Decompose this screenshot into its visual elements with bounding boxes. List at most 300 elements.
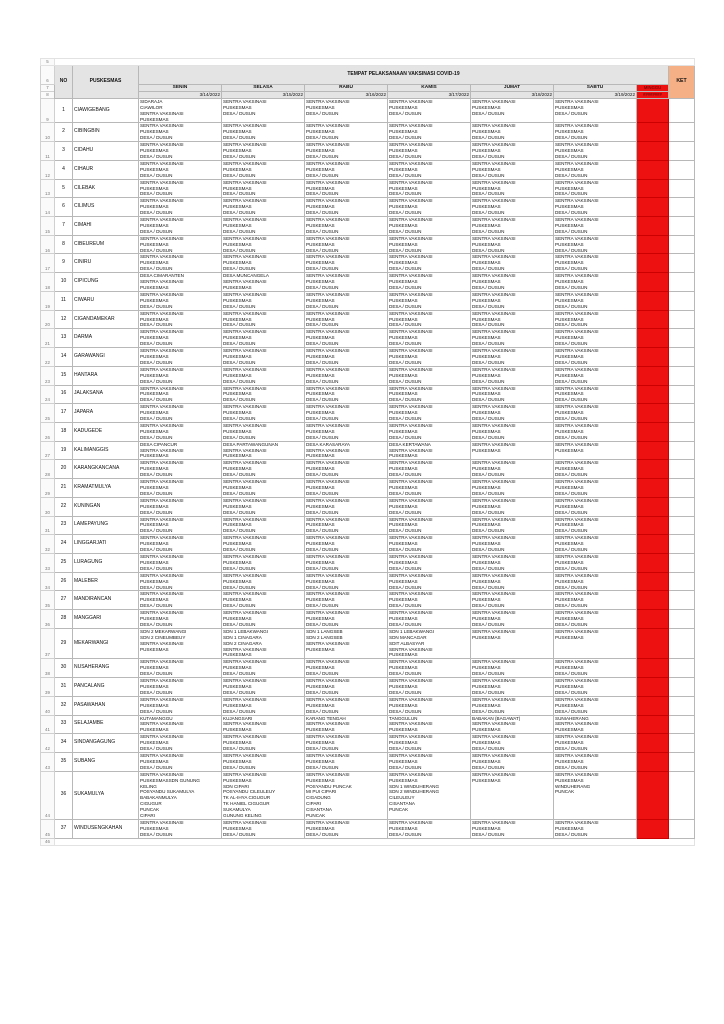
puskesmas-name[interactable]: CIAWIGEBANG bbox=[73, 98, 139, 123]
schedule-cell-kamis[interactable]: SENTRA VAKSINASI PUSKESMAS DESA / DUSUN bbox=[388, 479, 471, 498]
schedule-cell-senin[interactable]: KUTAMANGGU SENTRA VAKSINASI PUSKESMAS bbox=[139, 715, 222, 734]
schedule-cell-senin[interactable]: SENTRA VAKSINASI PUSKESMAS DESA / DUSUN bbox=[139, 422, 222, 441]
schedule-cell-selasa[interactable]: SENTRA VAKSINASI PUSKESMAS DESA / DUSUN bbox=[222, 497, 305, 516]
schedule-cell-sabtu[interactable]: SENTRA VAKSINASI PUSKESMAS DESA / DUSUN bbox=[554, 366, 637, 385]
minggu-cell[interactable] bbox=[637, 516, 669, 535]
schedule-cell-senin[interactable]: SENTRA VAKSINASI PUSKESMAS DESA / DUSUN bbox=[139, 198, 222, 217]
minggu-cell[interactable] bbox=[637, 460, 669, 479]
row-no[interactable]: 9 bbox=[55, 254, 73, 273]
row-no[interactable]: 25 bbox=[55, 553, 73, 572]
schedule-cell-sabtu[interactable]: SENTRA VAKSINASI PUSKESMAS DESA / DUSUN bbox=[554, 310, 637, 329]
day-header-rabu[interactable]: RABU bbox=[305, 85, 388, 92]
schedule-cell-kamis[interactable]: SENTRA VAKSINASI PUSKESMAS DESA / DUSUN bbox=[388, 734, 471, 753]
row-no[interactable]: 14 bbox=[55, 348, 73, 367]
schedule-cell-senin[interactable]: SENTRA VAKSINASI PUSKESMAS DESA / DUSUN bbox=[139, 497, 222, 516]
schedule-cell-selasa[interactable]: SENTRA VAKSINASI PUSKESMAS DESA / DUSUN bbox=[222, 678, 305, 697]
ket-cell[interactable] bbox=[669, 348, 695, 367]
puskesmas-name[interactable]: PANCALANG bbox=[73, 678, 139, 697]
schedule-cell-rabu[interactable]: SENTRA VAKSINASI PUSKESMAS DESA / DUSUN bbox=[305, 273, 388, 292]
schedule-cell-senin[interactable]: SENTRA VAKSINASI PUSKESMAS DESA / DUSUN bbox=[139, 348, 222, 367]
puskesmas-name[interactable]: CINIRU bbox=[73, 254, 139, 273]
schedule-cell-rabu[interactable]: SENTRA VAKSINASI PUSKESMAS DESA / DUSUN bbox=[305, 535, 388, 554]
schedule-cell-selasa[interactable]: SENTRA VAKSINASI PUSKESMAS DESA / DUSUN bbox=[222, 254, 305, 273]
schedule-cell-rabu[interactable]: SENTRA VAKSINASI PUSKESMAS DESA / DUSUN bbox=[305, 516, 388, 535]
schedule-cell-kamis[interactable]: SENTRA VAKSINASI PUSKESMAS DESA / DUSUN bbox=[388, 348, 471, 367]
blank-cell[interactable] bbox=[55, 59, 695, 66]
schedule-cell-jumat[interactable]: SENTRA VAKSINASI PUSKESMAS DESA / DUSUN bbox=[471, 291, 554, 310]
row-no[interactable]: 27 bbox=[55, 591, 73, 610]
row-no[interactable]: 2 bbox=[55, 123, 73, 142]
minggu-cell[interactable] bbox=[637, 591, 669, 610]
schedule-cell-sabtu[interactable]: SENTRA VAKSINASI PUSKESMAS DESA / DUSUN bbox=[554, 160, 637, 179]
row-no[interactable]: 15 bbox=[55, 366, 73, 385]
row-number[interactable]: 32 bbox=[41, 535, 55, 554]
row-number[interactable]: 10 bbox=[41, 123, 55, 142]
puskesmas-name[interactable]: LAMEPAYUNG bbox=[73, 516, 139, 535]
row-number[interactable]: 25 bbox=[41, 404, 55, 423]
row-number[interactable]: 34 bbox=[41, 572, 55, 591]
minggu-cell[interactable] bbox=[637, 273, 669, 292]
minggu-cell[interactable] bbox=[637, 404, 669, 423]
schedule-cell-kamis[interactable]: SENTRA VAKSINASI PUSKESMAS DESA / DUSUN bbox=[388, 329, 471, 348]
schedule-cell-kamis[interactable]: SENTRA VAKSINASI PUSKESMAS DESA / DUSUN bbox=[388, 273, 471, 292]
row-no[interactable]: 6 bbox=[55, 198, 73, 217]
row-number[interactable]: 8 bbox=[41, 91, 55, 98]
ket-cell[interactable] bbox=[669, 572, 695, 591]
schedule-cell-jumat[interactable]: SENTRA VAKSINASI PUSKESMAS DESA / DUSUN bbox=[471, 142, 554, 161]
schedule-cell-jumat[interactable]: SENTRA VAKSINASI PUSKESMAS bbox=[471, 771, 554, 819]
schedule-cell-sabtu[interactable]: SENTRA VAKSINASI PUSKESMAS DESA / DUSUN bbox=[554, 516, 637, 535]
schedule-cell-sabtu[interactable]: SENTRA VAKSINASI PUSKESMAS DESA / DUSUN bbox=[554, 404, 637, 423]
schedule-cell-rabu[interactable]: SENTRA VAKSINASI PUSKESMAS DESA / DUSUN bbox=[305, 98, 388, 123]
schedule-cell-sabtu[interactable]: SENTRA VAKSINASI PUSKESMAS DESA / DUSUN bbox=[554, 591, 637, 610]
day-header-jumat[interactable]: JUMAT bbox=[471, 85, 554, 92]
row-number[interactable]: 37 bbox=[41, 628, 55, 659]
schedule-cell-sabtu[interactable]: SENTRA VAKSINASI PUSKESMAS DESA / DUSUN bbox=[554, 235, 637, 254]
schedule-cell-kamis[interactable]: SENTRA VAKSINASI PUSKESMAS DESA / DUSUN bbox=[388, 752, 471, 771]
schedule-cell-selasa[interactable]: SENTRA VAKSINASI PUSKESMAS DESA / DUSUN bbox=[222, 572, 305, 591]
ket-cell[interactable] bbox=[669, 385, 695, 404]
schedule-cell-selasa[interactable]: SENTRA VAKSINASI PUSKESMAS SDN CIPARI POSYANDU CILEULEUY TK AL-IHYA CIGUGUR TK HANIEL CIGUGUR SUKAMULYA GUNUNG KELING bbox=[222, 771, 305, 819]
schedule-cell-kamis[interactable]: SENTRA VAKSINASI PUSKESMAS DESA / DUSUN bbox=[388, 535, 471, 554]
row-number[interactable]: 29 bbox=[41, 479, 55, 498]
schedule-cell-sabtu[interactable]: SENTRA VAKSINASI PUSKESMAS DESA / DUSUN bbox=[554, 142, 637, 161]
minggu-cell[interactable] bbox=[637, 497, 669, 516]
ket-cell[interactable] bbox=[669, 254, 695, 273]
schedule-cell-sabtu[interactable]: SENTRA VAKSINASI PUSKESMAS DESA / DUSUN bbox=[554, 553, 637, 572]
schedule-cell-selasa[interactable]: DESA MUNCANGELA SENTRA VAKSINASI PUSKESMAS bbox=[222, 273, 305, 292]
schedule-cell-sabtu[interactable]: SENTRA VAKSINASI PUSKESMAS DESA / DUSUN bbox=[554, 819, 637, 838]
schedule-cell-jumat[interactable]: SENTRA VAKSINASI PUSKESMAS DESA / DUSUN bbox=[471, 422, 554, 441]
schedule-cell-rabu[interactable]: SENTRA VAKSINASI PUSKESMAS DESA / DUSUN bbox=[305, 422, 388, 441]
schedule-cell-rabu[interactable]: SENTRA VAKSINASI PUSKESMAS DESA / DUSUN bbox=[305, 460, 388, 479]
puskesmas-name[interactable]: CIWARU bbox=[73, 291, 139, 310]
schedule-cell-jumat[interactable]: SENTRA VAKSINASI PUSKESMAS DESA / DUSUN bbox=[471, 572, 554, 591]
ket-cell[interactable] bbox=[669, 422, 695, 441]
row-no[interactable]: 37 bbox=[55, 819, 73, 838]
row-number[interactable]: 40 bbox=[41, 696, 55, 715]
schedule-cell-selasa[interactable]: SENTRA VAKSINASI PUSKESMAS DESA / DUSUN bbox=[222, 291, 305, 310]
ket-cell[interactable] bbox=[669, 404, 695, 423]
schedule-cell-senin[interactable]: SENTRA VAKSINASI PUSKESMAS DESA / DUSUN bbox=[139, 123, 222, 142]
minggu-cell[interactable] bbox=[637, 479, 669, 498]
schedule-cell-senin[interactable]: SENTRA VAKSINASI PUSKESMAS DESA / DUSUN bbox=[139, 310, 222, 329]
schedule-cell-selasa[interactable]: KUJANGSARI SENTRA VAKSINASI PUSKESMAS bbox=[222, 715, 305, 734]
schedule-cell-sabtu[interactable]: SENTRA VAKSINASI PUSKESMAS DESA / DUSUN bbox=[554, 497, 637, 516]
row-number[interactable]: 39 bbox=[41, 678, 55, 697]
row-number[interactable]: 31 bbox=[41, 516, 55, 535]
row-number[interactable]: 44 bbox=[41, 771, 55, 819]
schedule-cell-senin[interactable]: SENTRA VAKSINASI PUSKESMAS DESA / DUSUN bbox=[139, 752, 222, 771]
schedule-cell-selasa[interactable]: SENTRA VAKSINASI PUSKESMAS DESA / DUSUN bbox=[222, 123, 305, 142]
schedule-cell-senin[interactable]: SENTRA VAKSINASI PUSKESMAS DESA / DUSUN bbox=[139, 179, 222, 198]
schedule-cell-selasa[interactable]: SENTRA VAKSINASI PUSKESMAS DESA / DUSUN bbox=[222, 160, 305, 179]
row-number[interactable]: 18 bbox=[41, 273, 55, 292]
schedule-cell-senin[interactable]: SENTRA VAKSINASI PUSKESMAS DESA / DUSUN bbox=[139, 479, 222, 498]
row-number[interactable]: 21 bbox=[41, 329, 55, 348]
schedule-cell-rabu[interactable]: SENTRA VAKSINASI PUSKESMAS DESA / DUSUN bbox=[305, 366, 388, 385]
ket-cell[interactable] bbox=[669, 310, 695, 329]
ket-cell[interactable] bbox=[669, 516, 695, 535]
minggu-cell[interactable] bbox=[637, 348, 669, 367]
schedule-cell-jumat[interactable]: SENTRA VAKSINASI PUSKESMAS DESA / DUSUN bbox=[471, 235, 554, 254]
puskesmas-name[interactable]: HANTARA bbox=[73, 366, 139, 385]
schedule-cell-senin[interactable]: SENTRA VAKSINASI PUSKESMAS DESA / DUSUN bbox=[139, 659, 222, 678]
schedule-cell-rabu[interactable]: SENTRA VAKSINASI PUSKESMAS DESA / DUSUN bbox=[305, 385, 388, 404]
ket-cell[interactable] bbox=[669, 479, 695, 498]
schedule-cell-jumat[interactable]: SENTRA VAKSINASI PUSKESMAS DESA / DUSUN bbox=[471, 329, 554, 348]
schedule-cell-kamis[interactable]: SENTRA VAKSINASI PUSKESMAS DESA / DUSUN bbox=[388, 366, 471, 385]
schedule-cell-senin[interactable]: SENTRA VAKSINASI PUSKESMAS DESA / DUSUN bbox=[139, 404, 222, 423]
schedule-cell-kamis[interactable]: SENTRA VAKSINASI PUSKESMAS DESA / DUSUN bbox=[388, 254, 471, 273]
ket-cell[interactable] bbox=[669, 734, 695, 753]
schedule-cell-jumat[interactable]: SENTRA VAKSINASI PUSKESMAS DESA / DUSUN bbox=[471, 217, 554, 236]
schedule-cell-jumat[interactable]: SENTRA VAKSINASI PUSKESMAS DESA / DUSUN bbox=[471, 553, 554, 572]
row-no[interactable]: 8 bbox=[55, 235, 73, 254]
row-no[interactable]: 21 bbox=[55, 479, 73, 498]
schedule-cell-senin[interactable]: SENTRA VAKSINASI PUSKESMAS DESA / DUSUN bbox=[139, 142, 222, 161]
minggu-cell[interactable] bbox=[637, 98, 669, 123]
schedule-cell-sabtu[interactable]: SENTRA VAKSINASI PUSKESMAS DESA / DUSUN bbox=[554, 734, 637, 753]
schedule-cell-sabtu[interactable]: SENTRA VAKSINASI PUSKESMAS DESA / DUSUN bbox=[554, 535, 637, 554]
schedule-cell-sabtu[interactable]: SENTRA VAKSINASI PUSKESMAS bbox=[554, 441, 637, 460]
schedule-cell-sabtu[interactable]: SENTRA VAKSINASI PUSKESMAS DESA / DUSUN bbox=[554, 479, 637, 498]
ket-cell[interactable] bbox=[669, 771, 695, 819]
row-number[interactable]: 7 bbox=[41, 85, 55, 92]
puskesmas-name[interactable]: DARMA bbox=[73, 329, 139, 348]
schedule-cell-sabtu[interactable]: SENTRA VAKSINASI PUSKESMAS DESA / DUSUN bbox=[554, 678, 637, 697]
schedule-cell-selasa[interactable]: SENTRA VAKSINASI PUSKESMAS DESA / DUSUN bbox=[222, 734, 305, 753]
schedule-cell-senin[interactable]: SENTRA VAKSINASI PUSKESMAS DESA / DUSUN bbox=[139, 254, 222, 273]
schedule-cell-selasa[interactable]: SENTRA VAKSINASI PUSKESMAS DESA / DUSUN bbox=[222, 198, 305, 217]
puskesmas-name[interactable]: CILIMUS bbox=[73, 198, 139, 217]
schedule-cell-kamis[interactable]: SENTRA VAKSINASI PUSKESMAS SDN 1 WINDUHERANG SDN 2 WINDUHERANG CILEULEUY CISANTANA PUNCAK bbox=[388, 771, 471, 819]
row-number[interactable]: 16 bbox=[41, 235, 55, 254]
ket-cell[interactable] bbox=[669, 715, 695, 734]
puskesmas-name[interactable]: KRAMATMULYA bbox=[73, 479, 139, 498]
minggu-cell[interactable] bbox=[637, 628, 669, 659]
schedule-cell-selasa[interactable]: SENTRA VAKSINASI PUSKESMAS DESA / DUSUN bbox=[222, 179, 305, 198]
row-no[interactable]: 11 bbox=[55, 291, 73, 310]
puskesmas-name[interactable]: SINDANGAGUNG bbox=[73, 734, 139, 753]
ket-cell[interactable] bbox=[669, 235, 695, 254]
row-number[interactable]: 30 bbox=[41, 497, 55, 516]
minggu-cell[interactable] bbox=[637, 734, 669, 753]
schedule-cell-rabu[interactable]: SENTRA VAKSINASI PUSKESMAS DESA / DUSUN bbox=[305, 142, 388, 161]
minggu-cell[interactable] bbox=[637, 678, 669, 697]
schedule-cell-rabu[interactable]: SENTRA VAKSINASI PUSKESMAS DESA / DUSUN bbox=[305, 678, 388, 697]
puskesmas-name[interactable]: CIMAHI bbox=[73, 217, 139, 236]
schedule-cell-selasa[interactable]: SENTRA VAKSINASI PUSKESMAS DESA / DUSUN bbox=[222, 659, 305, 678]
minggu-cell[interactable] bbox=[637, 659, 669, 678]
minggu-cell[interactable] bbox=[637, 535, 669, 554]
puskesmas-name[interactable]: PASAWAHAN bbox=[73, 696, 139, 715]
schedule-cell-sabtu[interactable]: SENTRA VAKSINASI PUSKESMAS DESA / DUSUN bbox=[554, 254, 637, 273]
row-number[interactable]: 45 bbox=[41, 819, 55, 838]
schedule-cell-senin[interactable]: SENTRA VAKSINASI PUSKESMAS DESA / DUSUN bbox=[139, 235, 222, 254]
schedule-cell-sabtu[interactable]: SENTRA VAKSINASI PUSKESMAS DESA / DUSUN bbox=[554, 329, 637, 348]
schedule-cell-jumat[interactable]: SENTRA VAKSINASI PUSKESMAS DESA / DUSUN bbox=[471, 678, 554, 697]
schedule-cell-selasa[interactable]: SENTRA VAKSINASI PUSKESMAS DESA / DUSUN bbox=[222, 479, 305, 498]
ket-cell[interactable] bbox=[669, 160, 695, 179]
puskesmas-name[interactable]: LURAGUNG bbox=[73, 553, 139, 572]
row-no[interactable]: 12 bbox=[55, 310, 73, 329]
row-number[interactable]: 22 bbox=[41, 348, 55, 367]
schedule-cell-sabtu[interactable]: SENTRA VAKSINASI PUSKESMAS DESA / DUSUN bbox=[554, 752, 637, 771]
ket-cell[interactable] bbox=[669, 628, 695, 659]
minggu-cell[interactable] bbox=[637, 123, 669, 142]
minggu-cell[interactable] bbox=[637, 254, 669, 273]
ket-cell[interactable] bbox=[669, 123, 695, 142]
row-no[interactable]: 34 bbox=[55, 734, 73, 753]
schedule-cell-senin[interactable]: SDN 2 MEKARWANGI SDN 2 CINEUMBEUY SENTRA VAKSINASI PUSKESMAS bbox=[139, 628, 222, 659]
minggu-cell[interactable] bbox=[637, 696, 669, 715]
schedule-cell-senin[interactable]: SENTRA VAKSINASI PUSKESMAS DESA / DUSUN bbox=[139, 591, 222, 610]
schedule-cell-kamis[interactable]: SENTRA VAKSINASI PUSKESMAS DESA / DUSUN bbox=[388, 678, 471, 697]
row-number[interactable]: 33 bbox=[41, 553, 55, 572]
puskesmas-name[interactable]: SUBANG bbox=[73, 752, 139, 771]
schedule-cell-rabu[interactable]: DESA KARASARAYA SENTRA VAKSINASI PUSKESMAS bbox=[305, 441, 388, 460]
schedule-cell-jumat[interactable]: SENTRA VAKSINASI PUSKESMAS DESA / DUSUN bbox=[471, 273, 554, 292]
row-no[interactable]: 28 bbox=[55, 610, 73, 629]
schedule-cell-senin[interactable]: SIDARAJA CIAWILOR SENTRA VAKSINASI PUSKESMAS bbox=[139, 98, 222, 123]
schedule-cell-senin[interactable]: SENTRA VAKSINASI PUSKESMAS DESA / DUSUN bbox=[139, 366, 222, 385]
day-header-selasa[interactable]: SELASA bbox=[222, 85, 305, 92]
schedule-cell-sabtu[interactable]: SENTRA VAKSINASI PUSKESMAS DESA / DUSUN bbox=[554, 98, 637, 123]
schedule-cell-rabu[interactable]: SENTRA VAKSINASI PUSKESMAS DESA / DUSUN bbox=[305, 752, 388, 771]
schedule-cell-rabu[interactable]: SENTRA VAKSINASI PUSKESMAS DESA / DUSUN bbox=[305, 497, 388, 516]
schedule-cell-senin[interactable]: SENTRA VAKSINASI PUSKESMAS DESA / DUSUN bbox=[139, 696, 222, 715]
row-number[interactable]: 26 bbox=[41, 422, 55, 441]
row-number[interactable]: 38 bbox=[41, 659, 55, 678]
row-number[interactable]: 6 bbox=[41, 66, 55, 85]
schedule-cell-selasa[interactable]: SENTRA VAKSINASI PUSKESMAS DESA / DUSUN bbox=[222, 217, 305, 236]
schedule-cell-rabu[interactable]: SENTRA VAKSINASI PUSKESMAS DESA / DUSUN bbox=[305, 819, 388, 838]
row-no[interactable]: 29 bbox=[55, 628, 73, 659]
schedule-cell-rabu[interactable]: SENTRA VAKSINASI PUSKESMAS DESA / DUSUN bbox=[305, 659, 388, 678]
minggu-cell[interactable] bbox=[637, 572, 669, 591]
schedule-cell-selasa[interactable]: SENTRA VAKSINASI PUSKESMAS DESA / DUSUN bbox=[222, 460, 305, 479]
ket-cell[interactable] bbox=[669, 441, 695, 460]
schedule-cell-jumat[interactable]: SENTRA VAKSINASI PUSKESMAS DESA / DUSUN bbox=[471, 198, 554, 217]
schedule-cell-kamis[interactable]: SENTRA VAKSINASI PUSKESMAS DESA / DUSUN bbox=[388, 591, 471, 610]
schedule-cell-jumat[interactable]: SENTRA VAKSINASI PUSKESMAS DESA / DUSUN bbox=[471, 734, 554, 753]
row-no[interactable]: 10 bbox=[55, 273, 73, 292]
title-header[interactable]: TEMPAT PELAKSANAAN VAKSINASI COVID-19 bbox=[139, 66, 669, 85]
schedule-cell-kamis[interactable]: SENTRA VAKSINASI PUSKESMAS DESA / DUSUN bbox=[388, 198, 471, 217]
schedule-cell-jumat[interactable]: SENTRA VAKSINASI PUSKESMAS DESA / DUSUN bbox=[471, 123, 554, 142]
row-no[interactable]: 32 bbox=[55, 696, 73, 715]
schedule-cell-senin[interactable]: DESA CIPANCUR SENTRA VAKSINASI PUSKESMAS bbox=[139, 441, 222, 460]
ket-cell[interactable] bbox=[669, 179, 695, 198]
schedule-cell-senin[interactable]: SENTRA VAKSINASI PUSKESMASSDN GUNUNG KELING POSYANDU SUKAMULYA BABAKANMULYA CIGUGUR PUNCAK CIPARI bbox=[139, 771, 222, 819]
minggu-cell[interactable] bbox=[637, 441, 669, 460]
ket-cell[interactable] bbox=[669, 659, 695, 678]
schedule-cell-selasa[interactable]: SENTRA VAKSINASI PUSKESMAS DESA / DUSUN bbox=[222, 535, 305, 554]
schedule-cell-selasa[interactable]: SENTRA VAKSINASI PUSKESMAS DESA / DUSUN bbox=[222, 142, 305, 161]
ket-cell[interactable] bbox=[669, 678, 695, 697]
puskesmas-name[interactable]: SUKAMULYA bbox=[73, 771, 139, 819]
schedule-cell-senin[interactable]: SENTRA VAKSINASI PUSKESMAS DESA / DUSUN bbox=[139, 329, 222, 348]
schedule-cell-selasa[interactable]: SENTRA VAKSINASI PUSKESMAS DESA / DUSUN bbox=[222, 819, 305, 838]
row-number[interactable]: 43 bbox=[41, 752, 55, 771]
minggu-cell[interactable] bbox=[637, 715, 669, 734]
schedule-cell-sabtu[interactable]: SENTRA VAKSINASI PUSKESMAS DESA / DUSUN bbox=[554, 198, 637, 217]
minggu-cell[interactable] bbox=[637, 179, 669, 198]
minggu-cell[interactable] bbox=[637, 217, 669, 236]
schedule-cell-selasa[interactable]: SENTRA VAKSINASI PUSKESMAS DESA / DUSUN bbox=[222, 752, 305, 771]
schedule-cell-jumat[interactable]: SENTRA VAKSINASI PUSKESMAS DESA / DUSUN bbox=[471, 385, 554, 404]
schedule-cell-jumat[interactable]: SENTRA VAKSINASI PUSKESMAS DESA / DUSUN bbox=[471, 479, 554, 498]
schedule-cell-selasa[interactable]: SENTRA VAKSINASI PUSKESMAS DESA / DUSUN bbox=[222, 591, 305, 610]
row-no[interactable]: 18 bbox=[55, 422, 73, 441]
day-header-kamis[interactable]: KAMIS bbox=[388, 85, 471, 92]
minggu-cell[interactable] bbox=[637, 771, 669, 819]
schedule-cell-rabu[interactable]: SENTRA VAKSINASI PUSKESMAS DESA / DUSUN bbox=[305, 235, 388, 254]
row-number[interactable]: 13 bbox=[41, 179, 55, 198]
schedule-cell-senin[interactable]: SENTRA VAKSINASI PUSKESMAS DESA / DUSUN bbox=[139, 678, 222, 697]
ket-cell[interactable] bbox=[669, 610, 695, 629]
schedule-cell-rabu[interactable]: SENTRA VAKSINASI PUSKESMAS DESA / DUSUN bbox=[305, 591, 388, 610]
puskesmas-name[interactable]: CIPICUNG bbox=[73, 273, 139, 292]
schedule-cell-sabtu[interactable]: SENTRA VAKSINASI PUSKESMAS bbox=[554, 628, 637, 659]
schedule-cell-jumat[interactable]: SENTRA VAKSINASI PUSKESMAS DESA / DUSUN bbox=[471, 404, 554, 423]
schedule-cell-senin[interactable]: SENTRA VAKSINASI PUSKESMAS DESA / DUSUN bbox=[139, 160, 222, 179]
schedule-cell-kamis[interactable]: SENTRA VAKSINASI PUSKESMAS DESA / DUSUN bbox=[388, 385, 471, 404]
schedule-cell-rabu[interactable]: SENTRA VAKSINASI PUSKESMAS DESA / DUSUN bbox=[305, 179, 388, 198]
schedule-cell-rabu[interactable]: SENTRA VAKSINASI PUSKESMAS DESA / DUSUN bbox=[305, 553, 388, 572]
schedule-cell-sabtu[interactable]: SENTRA VAKSINASI PUSKESMAS DESA / DUSUN bbox=[554, 610, 637, 629]
row-no[interactable]: 26 bbox=[55, 572, 73, 591]
schedule-cell-sabtu[interactable]: SENTRA VAKSINASI PUSKESMAS DESA / DUSUN bbox=[554, 291, 637, 310]
puskesmas-name[interactable]: MALEBER bbox=[73, 572, 139, 591]
row-number[interactable]: 12 bbox=[41, 160, 55, 179]
ket-cell[interactable] bbox=[669, 329, 695, 348]
row-number[interactable]: 19 bbox=[41, 291, 55, 310]
puskesmas-name[interactable]: CIGANDAMEKAR bbox=[73, 310, 139, 329]
schedule-cell-rabu[interactable]: SENTRA VAKSINASI PUSKESMAS DESA / DUSUN bbox=[305, 610, 388, 629]
schedule-cell-jumat[interactable]: SENTRA VAKSINASI PUSKESMAS DESA / DUSUN bbox=[471, 160, 554, 179]
row-number[interactable]: 23 bbox=[41, 366, 55, 385]
schedule-cell-sabtu[interactable]: SENTRA VAKSINASI PUSKESMAS DESA / DUSUN bbox=[554, 696, 637, 715]
schedule-cell-sabtu[interactable]: SENTRA VAKSINASI PUSKESMAS DESA / DUSUN bbox=[554, 659, 637, 678]
schedule-cell-kamis[interactable]: DESA KERTAWANA SENTRA VAKSINASI PUSKESMAS bbox=[388, 441, 471, 460]
date-senin[interactable]: 3/14/2022 bbox=[139, 91, 222, 98]
schedule-cell-jumat[interactable]: SENTRA VAKSINASI PUSKESMAS bbox=[471, 628, 554, 659]
schedule-cell-jumat[interactable]: SENTRA VAKSINASI PUSKESMAS DESA / DUSUN bbox=[471, 179, 554, 198]
row-number[interactable]: 17 bbox=[41, 254, 55, 273]
minggu-cell[interactable] bbox=[637, 310, 669, 329]
schedule-cell-senin[interactable]: SENTRA VAKSINASI PUSKESMAS DESA / DUSUN bbox=[139, 734, 222, 753]
puskesmas-name[interactable]: WINDUSENGKAHAN bbox=[73, 819, 139, 838]
ket-cell[interactable] bbox=[669, 819, 695, 838]
puskesmas-name[interactable]: CIDAHU bbox=[73, 142, 139, 161]
schedule-cell-jumat[interactable]: SENTRA VAKSINASI PUSKESMAS DESA / DUSUN bbox=[471, 659, 554, 678]
row-no[interactable]: 17 bbox=[55, 404, 73, 423]
ket-cell[interactable] bbox=[669, 535, 695, 554]
schedule-cell-sabtu[interactable]: SENTRA VAKSINASI PUSKESMAS DESA / DUSUN bbox=[554, 273, 637, 292]
schedule-cell-sabtu[interactable]: SENTRA VAKSINASI PUSKESMAS DESA / DUSUN bbox=[554, 123, 637, 142]
schedule-cell-jumat[interactable]: BABAKAN (BAGAWAT) SENTRA VAKSINASI PUSKESMAS bbox=[471, 715, 554, 734]
minggu-cell[interactable] bbox=[637, 291, 669, 310]
row-number[interactable]: 35 bbox=[41, 591, 55, 610]
schedule-cell-rabu[interactable]: SENTRA VAKSINASI PUSKESMAS DESA / DUSUN bbox=[305, 329, 388, 348]
schedule-cell-jumat[interactable]: SENTRA VAKSINASI PUSKESMAS DESA / DUSUN bbox=[471, 591, 554, 610]
schedule-cell-kamis[interactable]: SENTRA VAKSINASI PUSKESMAS DESA / DUSUN bbox=[388, 179, 471, 198]
minggu-cell[interactable] bbox=[637, 198, 669, 217]
schedule-cell-senin[interactable]: SENTRA VAKSINASI PUSKESMAS DESA / DUSUN bbox=[139, 535, 222, 554]
puskesmas-name[interactable]: KALIMANGGIS bbox=[73, 441, 139, 460]
puskesmas-name[interactable]: CIBEUREUM bbox=[73, 235, 139, 254]
schedule-cell-selasa[interactable]: SENTRA VAKSINASI PUSKESMAS DESA / DUSUN bbox=[222, 98, 305, 123]
row-no[interactable]: 24 bbox=[55, 535, 73, 554]
schedule-cell-selasa[interactable]: SENTRA VAKSINASI PUSKESMAS DESA / DUSUN bbox=[222, 553, 305, 572]
schedule-cell-sabtu[interactable]: SENTRA VAKSINASI PUSKESMAS WINDUHERANG PUNCAK bbox=[554, 771, 637, 819]
puskesmas-name[interactable]: MEKARWANGI bbox=[73, 628, 139, 659]
schedule-cell-senin[interactable]: SENTRA VAKSINASI PUSKESMAS DESA / DUSUN bbox=[139, 553, 222, 572]
schedule-cell-rabu[interactable]: SENTRA VAKSINASI PUSKESMAS POSYANDU PUNCAK MI PUI CIPARI CIGADUNG CIPARI CISANTANA PUNCAK bbox=[305, 771, 388, 819]
schedule-cell-kamis[interactable]: SENTRA VAKSINASI PUSKESMAS DESA / DUSUN bbox=[388, 160, 471, 179]
puskesmas-name[interactable]: LINGGARJATI bbox=[73, 535, 139, 554]
row-no[interactable]: 4 bbox=[55, 160, 73, 179]
ket-cell[interactable] bbox=[669, 553, 695, 572]
schedule-cell-selasa[interactable]: SENTRA VAKSINASI PUSKESMAS DESA / DUSUN bbox=[222, 385, 305, 404]
row-no[interactable]: 19 bbox=[55, 441, 73, 460]
minggu-cell[interactable] bbox=[637, 235, 669, 254]
day-header-sabtu[interactable]: SABTU bbox=[554, 85, 637, 92]
row-no[interactable]: 13 bbox=[55, 329, 73, 348]
schedule-cell-jumat[interactable]: SENTRA VAKSINASI PUSKESMAS DESA / DUSUN bbox=[471, 348, 554, 367]
row-no[interactable]: 36 bbox=[55, 771, 73, 819]
schedule-cell-senin[interactable]: DESA CIMARANTEN SENTRA VAKSINASI PUSKESMAS bbox=[139, 273, 222, 292]
puskesmas-name[interactable]: CILEBAK bbox=[73, 179, 139, 198]
puskesmas-name[interactable]: KADUGEDE bbox=[73, 422, 139, 441]
schedule-cell-jumat[interactable]: SENTRA VAKSINASI PUSKESMAS DESA / DUSUN bbox=[471, 516, 554, 535]
minggu-cell[interactable] bbox=[637, 366, 669, 385]
ket-cell[interactable] bbox=[669, 696, 695, 715]
row-no[interactable]: 3 bbox=[55, 142, 73, 161]
schedule-cell-rabu[interactable]: SENTRA VAKSINASI PUSKESMAS DESA / DUSUN bbox=[305, 217, 388, 236]
schedule-cell-senin[interactable]: SENTRA VAKSINASI PUSKESMAS DESA / DUSUN bbox=[139, 460, 222, 479]
puskesmas-header[interactable]: PUSKESMAS bbox=[73, 66, 139, 99]
row-no[interactable]: 16 bbox=[55, 385, 73, 404]
date-rabu[interactable]: 3/16/2022 bbox=[305, 91, 388, 98]
day-header-minggu[interactable]: MINGGU bbox=[637, 85, 669, 92]
schedule-cell-kamis[interactable]: TANGGULUN SENTRA VAKSINASI PUSKESMAS bbox=[388, 715, 471, 734]
schedule-cell-selasa[interactable]: SENTRA VAKSINASI PUSKESMAS DESA / DUSUN bbox=[222, 310, 305, 329]
minggu-cell[interactable] bbox=[637, 819, 669, 838]
schedule-cell-jumat[interactable]: SENTRA VAKSINASI PUSKESMAS DESA / DUSUN bbox=[471, 752, 554, 771]
